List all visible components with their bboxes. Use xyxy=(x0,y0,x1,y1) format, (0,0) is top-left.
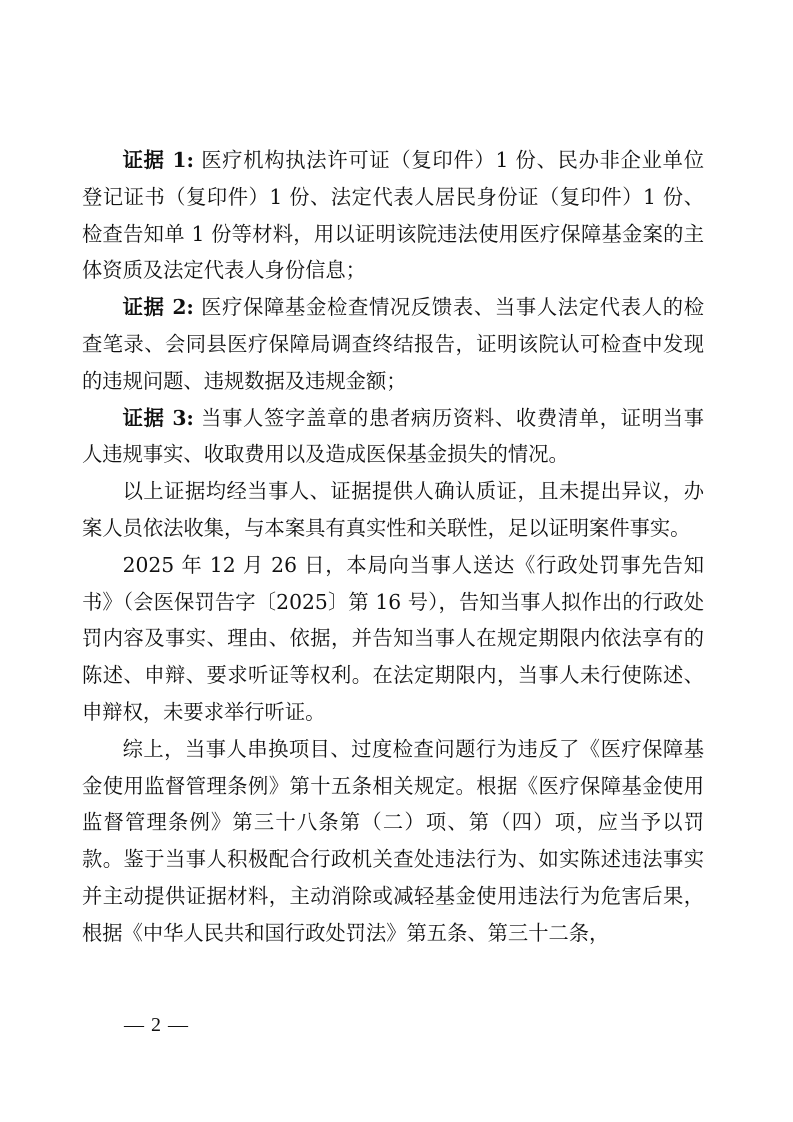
page-number: — 2 — xyxy=(124,1014,189,1036)
conclusion-text: 综上，当事人串换项目、过度检查问题行为违反了《医疗保障基金使用监督管理条例》第十五条相关规定。根据《医疗保障基金使用监督管理条例》第三十八条第（二）项、第（四）项，应当予以罚款。鉴于当事人积极配合行政机关查处违法行为、如实陈述违法事实并主动提供证据材料，主动消除或减轻基金使用违法行为危害后果，根据《中华人民共和国行政处罚法》第五条、第三十二条， xyxy=(82,736,704,945)
evidence-paragraph-2 xyxy=(82,289,704,399)
notice-text: 2025 年 12 月 26 日，本局向当事人送达《行政处罚事先告知书》（会医保罚告字〔2025〕第 16 号），告知当事人拟作出的行政处罚内容及事实、理由、依据，并告知当事人在规定期限内依法享有的陈述、申辩、要求听证等权利。在法定期限内，当事人未行使陈述、申辩权，未要求举行听证。 xyxy=(82,552,704,724)
evidence-label-3: 证据 3: xyxy=(122,405,194,430)
evidence-text-3: 当事人签字盖章的患者病历资料、收费清单，证明当事人违规事实、收取费用以及造成医保基金损失的情况。 xyxy=(82,405,704,467)
evidence-text-2: 医疗保障基金检查情况反馈表、当事人法定代表人的检查笔录、会同县医疗保障局调查终结报告，证明该院认可检查中发现的违规问题、违规数据及违规金额； xyxy=(82,295,704,393)
evidence-summary-text: 以上证据均经当事人、证据提供人确认质证，且未提出异议，办案人员依法收集，与本案具有真实性和关联性，足以证明案件事实。 xyxy=(82,479,704,540)
evidence-text-1: 医疗机构执法许可证（复印件）1 份、民办非企业单位登记证书（复印件）1 份、法定代表人居民身份证（复印件）1 份、检查告知单 1 份等材料，用以证明该院违法使用医疗保障基金案的主体资质及法定代表人身份信息； xyxy=(82,148,704,283)
evidence-paragraph-1 xyxy=(82,142,704,289)
evidence-label-2: 证据 2: xyxy=(122,295,194,320)
evidence-label-1: 证据 1: xyxy=(122,148,195,172)
conclusion-paragraph xyxy=(82,731,704,952)
document-body xyxy=(82,142,704,952)
evidence-summary-paragraph xyxy=(82,473,704,547)
notice-paragraph xyxy=(82,547,704,731)
evidence-paragraph-3 xyxy=(82,400,704,474)
